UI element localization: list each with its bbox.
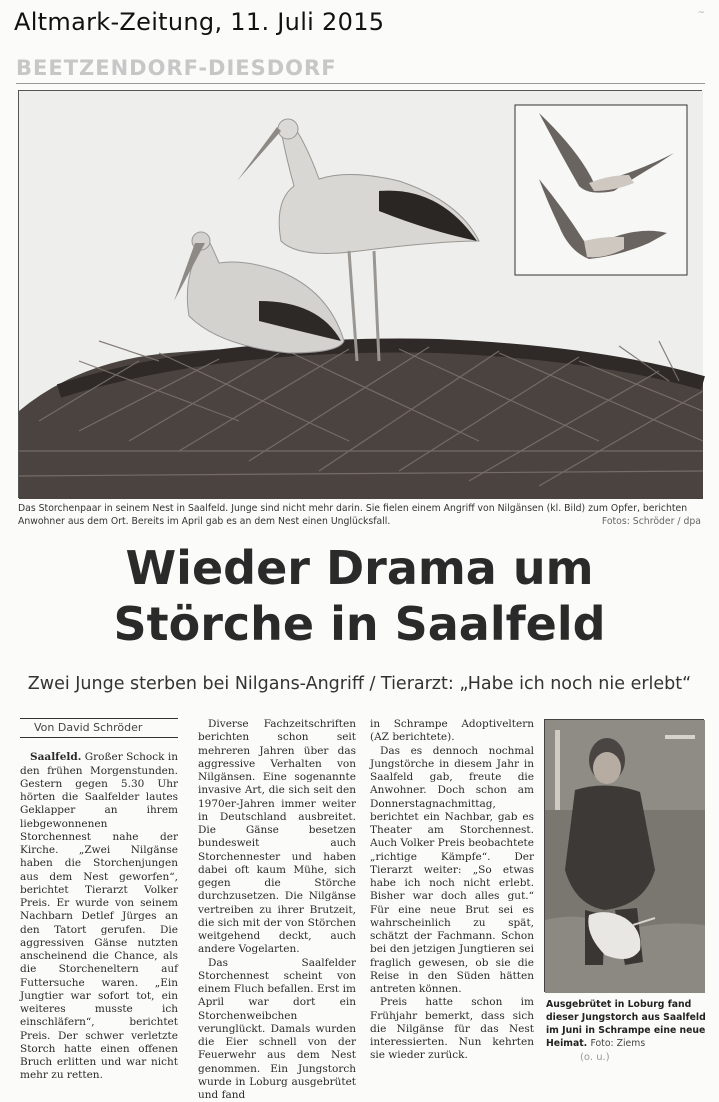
headline-line-2: Störche in Saalfeld — [113, 597, 605, 651]
main-photo-caption: Das Storchenpaar in seinem Nest in Saalfeld. Junge sind nicht mehr darin. Sie fielen einem Angriff von Nilgänsen (kl. Bild) zum Opfer, berichten Anwohner aus dem Ort. Bereits im April gab es an dem Nest einen Unglücksfall. — [18, 502, 708, 528]
main-photo-credit: Fotos: Schröder / dpa — [602, 516, 701, 527]
nile-geese-flying-photo — [515, 105, 687, 275]
dateline: Saalfeld. — [30, 751, 81, 763]
storks-in-nest-photo — [19, 91, 703, 499]
side-photo-caption-text: Ausgebrütet in Loburg fand dieser Jungstorch aus Saalfeld im Juni in Schrampe eine neue Heimat. — [546, 999, 706, 1049]
col1-paragraph-1: Großer Schock in den frühen Morgenstunden. Gestern gegen 5.30 Uhr hörten die Saalfelder lautes Geklapper an ihrem liebgewonnenen Storchennest nahe der Kirche. „Zwei Nilgänse haben die Storchenjungen aus dem Nest geworfen“, berichtet Tierarzt Volker Preis. Er wurde von seinem Nachbarn Detlef Jürges an den Tatort gerufen. Die aggressiven Gänse nutzten anscheinend die Chance, als die Storcheneltern auf Futtersuche waren. „Ein Jungtier war sofort tot, ein weiteres musste ich einschläfern“, berichtet Preis. Der schwer verletzte Storch hatte einen offenen Bruch erlitten und war nicht mehr zu retten. — [20, 751, 178, 1081]
handwritten-source-note: Altmark-Zeitung, 11. Juli 2015 — [14, 8, 384, 36]
col3-paragraph-3: Preis hatte schon im Frühjahr bemerkt, dass sich die Nilgänse für das Nest interessierten. Nun kehrten sie wieder zurück. — [370, 996, 534, 1062]
section-title: BEETZENDORF-DIESDORF — [16, 56, 337, 80]
side-photo-caption — [546, 998, 706, 1050]
corner-pencil-mark: ~ — [697, 8, 705, 18]
col3-paragraph-1: in Schrampe Adoptiveltern (AZ berichtete). — [370, 718, 534, 745]
pencil-note: (o. u.) — [580, 1052, 610, 1063]
col3-paragraph-2: Das es dennoch nochmal Jungstörche in diesem Jahr in Saalfeld gab, freute die Anwohner. Doch schon am Donnerstagnachmittag, berichtet ein Nachbar, gab es Theater am Storchennest. Auch Volker Preis beobachtete „richtige Kämpfe“. Der Tierarzt weiter: „So etwas habe ich noch nicht erlebt. Bisher war doch alles gut.“ Für eine neue Brut sei es wahrscheinlich zu spät, schätzt der Fachmann. Schon bei den jetzigen Jungtieren sei fraglich gewesen, ob sie die Reise in den Süden hätten antreten können. — [370, 745, 534, 997]
side-photo — [544, 719, 704, 992]
article-column-2 — [198, 718, 356, 1102]
subheadline: Zwei Junge sterben bei Nilgans-Angriff / Tierarzt: „Habe ich noch nie erlebt“ — [0, 674, 719, 694]
headline-line-1: Wieder Drama um — [125, 541, 593, 595]
section-rule — [16, 83, 705, 84]
side-photo-credit: Foto: Ziems — [590, 1038, 645, 1049]
author-byline: Von David Schröder — [20, 718, 178, 738]
article-column-3 — [370, 718, 534, 1063]
col2-paragraph-2: Das Saalfelder Storchennest scheint von einem Fluch befallen. Erst im April war dort ein Storchenweibchen verunglückt. Damals wurden die Eier schnell von der Feuerwehr aus dem Nest genommen. Ein Jungstorch wurde in Loburg ausgebrütet und fand — [198, 957, 356, 1102]
man-holding-young-stork-photo — [545, 720, 705, 993]
col2-paragraph-1: Diverse Fachzeitschriften berichten schon seit mehreren Jahren über das aggressive Verhalten von Nilgänsen. Eine sogenannte invasive Art, die sich seit den 1970er-Jahren immer weiter in Deutschland ausbreitet. Die Gänse besetzen bundesweit auch Storchennester und haben dabei oft kaum Mühe, sich gegen die Störche durchzusetzen. Die Nilgänse vertreiben zu ihrer Brutzeit, die sich mit der von Störchen weitgehend deckt, auch andere Vogelarten. — [198, 718, 356, 957]
main-photo — [18, 90, 702, 498]
headline — [0, 540, 719, 652]
article-column-1 — [20, 718, 178, 1083]
